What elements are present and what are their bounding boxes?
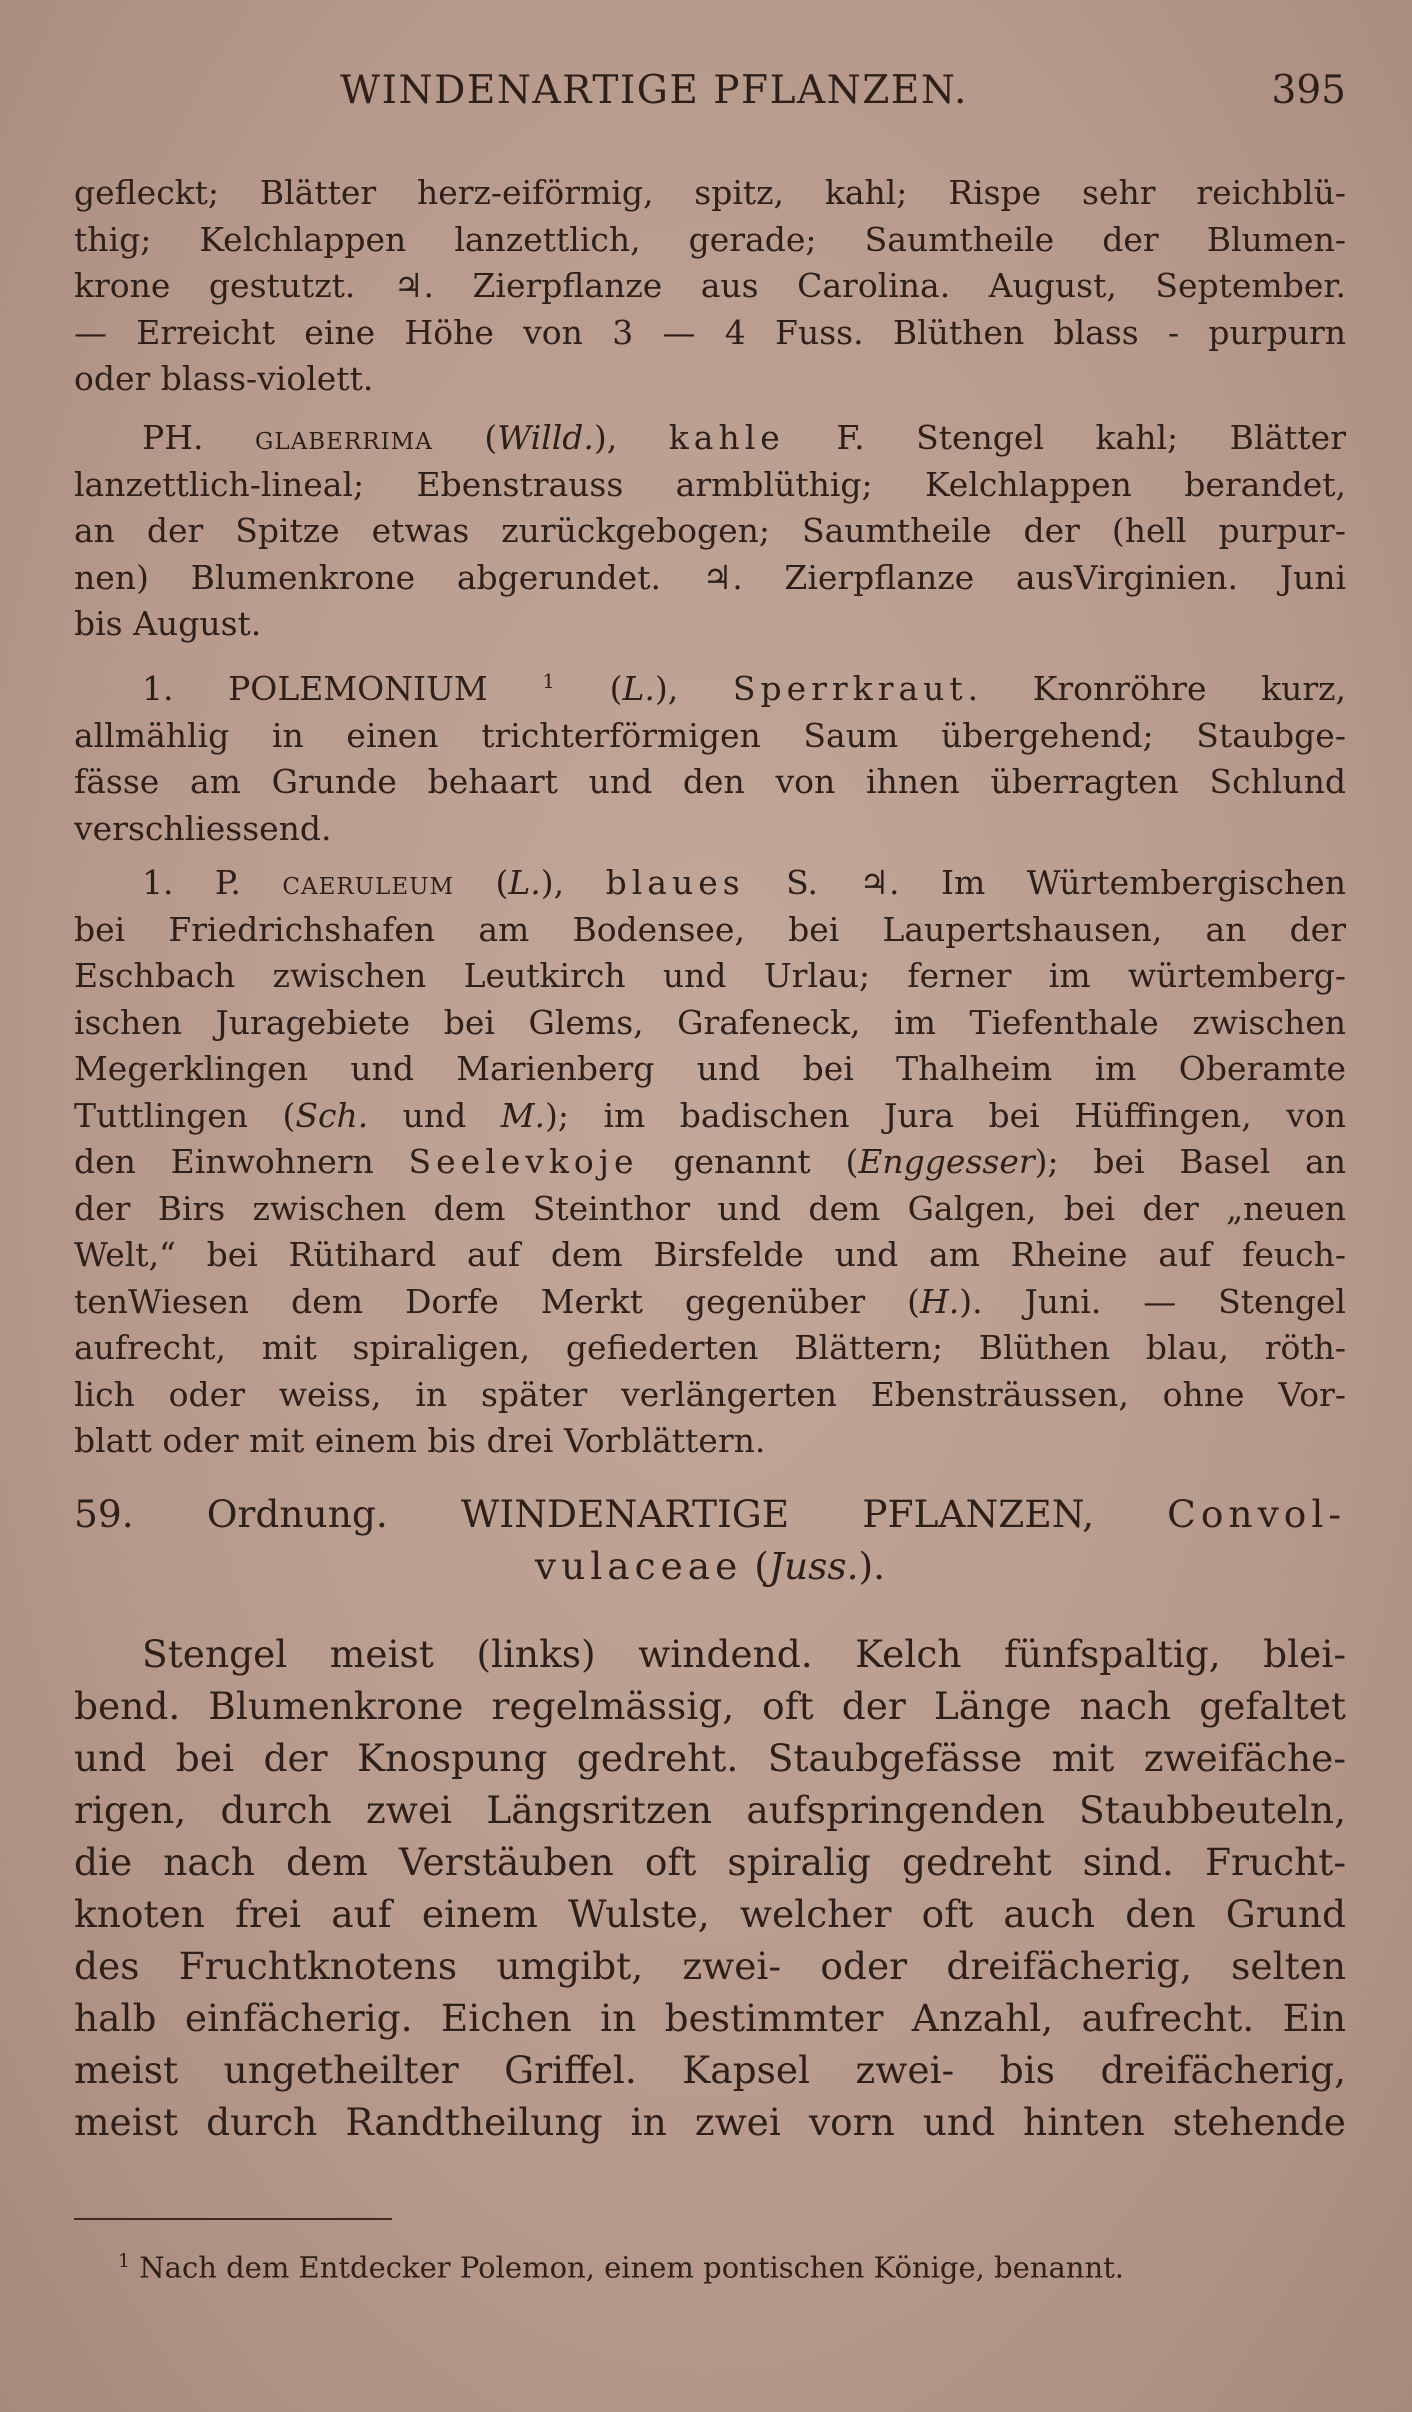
footnote-number: 1	[118, 2250, 131, 2272]
text-line: den Einwohnern Seelevkoje genannt (Enggesser); bei Basel an	[74, 1142, 1346, 1181]
text-line: verschliessend.	[74, 808, 332, 848]
author-citation: Willd.	[497, 418, 594, 457]
text-line: nen) Blumenkrone abgerundet. ♃. Zierpflanze ausVirginien. Juni	[74, 557, 1346, 597]
text-line: meist ungetheilter Griffel. Kapsel zwei- bis dreifächerig,	[74, 2048, 1346, 2092]
text-line: gefleckt; Blätter herz-eiförmig, spitz, kahl; Rispe sehr reichblü-	[74, 173, 1346, 212]
paragraph-polemonium-genus	[74, 658, 1346, 852]
footnote-marker: 1	[542, 669, 556, 693]
running-title: WINDENARTIGE PFLANZEN.	[340, 68, 968, 113]
author-citation: L.	[622, 669, 655, 708]
text-line: Eschbach zwischen Leutkirch und Urlau; ferner im würtemberg-	[74, 956, 1346, 995]
order-heading	[74, 1488, 1346, 1592]
page-number: 395	[1271, 68, 1346, 113]
text-line: bis August.	[74, 604, 262, 643]
genus-heading-line: 1. POLEMONIUM $^1$ (L.), Sperrkraut. Kronröhre kurz,	[142, 669, 1346, 708]
footnote	[118, 2250, 1124, 2285]
text-line: thig; Kelchlappen lanzettlich, gerade; Saumtheile der Blumen-	[74, 219, 1346, 259]
author-citation: Juss.	[768, 1544, 859, 1588]
author-citation: L.	[508, 863, 541, 902]
text-line: — Erreicht eine Höhe von 3 — 4 Fuss. Blüthen blass - purpurn	[74, 312, 1346, 352]
text-line: an der Spitze etwas zurückgebogen; Saumtheile der (hell purpur-	[74, 511, 1346, 550]
text-line: Tuttlingen (Sch. und M.); im badischen Jura bei Hüffingen, von	[74, 1095, 1346, 1135]
common-name: blaues	[605, 863, 745, 902]
text-line: meist durch Randtheilung in zwei vorn und hinten stehende	[74, 2100, 1346, 2144]
paragraph-phlox-description	[74, 170, 1346, 403]
footnote-divider	[74, 2218, 392, 2220]
text-line: bend. Blumenkrone regelmässig, oft der Länge nach gefaltet	[74, 1684, 1346, 1728]
text-line: und bei der Knospung gedreht. Staubgefässe mit zweifäche-	[74, 1736, 1346, 1780]
text-line: lich oder weiss, in später verlängerten Ebensträussen, ohne Vor-	[74, 1374, 1346, 1414]
order-heading-line: 59. Ordnung. WINDENARTIGE PFLANZEN, Convol-	[74, 1492, 1346, 1536]
species-heading-line: 1. P. caeruleum (L.), blaues S. ♃. Im Würtembergischen	[142, 863, 1346, 902]
text-line: allmählig in einen trichterförmigen Saum übergehend; Staubge-	[74, 715, 1346, 755]
text-line: Megerklingen und Marienberg und bei Thalheim im Oberamte	[74, 1049, 1346, 1088]
footnote-text: Nach dem Entdecker Polemon, einem pontischen Könige, benannt.	[130, 2250, 1125, 2285]
text-line: tenWiesen dem Dorfe Merkt gegenüber (H.). Juni. — Stengel	[74, 1281, 1346, 1321]
text-line: des Fruchtknotens umgibt, zwei- oder dreifächerig, selten	[74, 1944, 1346, 1988]
text-line: fässe am Grunde behaart und den von ihnen überragten Schlund	[74, 762, 1346, 801]
text-line: oder blass-violett.	[74, 359, 374, 398]
order-name: WINDENARTIGE PFLANZEN	[460, 1492, 1083, 1536]
text-line: der Birs zwischen dem Steinthor und dem Galgen, bei der „neuen	[74, 1188, 1346, 1228]
text-line: knoten frei auf einem Wulste, welcher oft auch den Grund	[74, 1892, 1346, 1936]
paragraph-order-description	[74, 1628, 1346, 2148]
text-line: aufrecht, mit spiraligen, gefiederten Blättern; Blüthen blau, röth-	[74, 1328, 1346, 1367]
species-heading-line: PH. glaberrima (Willd.), kahle F. Stengel kahl; Blätter	[142, 418, 1346, 457]
text-line: bei Friedrichshafen am Bodensee, bei Laupertshausen, an der	[74, 909, 1346, 949]
common-name: Sperrkraut	[732, 669, 968, 708]
text-line: blatt oder mit einem bis drei Vorblättern.	[74, 1421, 766, 1460]
text-line: Welt,“ bei Rütihard auf dem Birsfelde und am Rheine auf feuch-	[74, 1235, 1346, 1274]
text-line: Stengel meist (links) windend. Kelch fünfspaltig, blei-	[142, 1632, 1346, 1676]
text-line: krone gestutzt. ♃. Zierpflanze aus Carolina. August, September.	[74, 266, 1346, 305]
text-line: ischen Juragebiete bei Glems, Grafeneck, im Tiefenthale zwischen	[74, 1002, 1346, 1042]
species-name: glaberrima	[255, 418, 433, 457]
common-name: kahle	[668, 418, 785, 457]
text-line: lanzettlich-lineal; Ebenstrauss armblüthig; Kelchlappen berandet,	[74, 464, 1346, 504]
common-name: Seelevkoje	[408, 1142, 639, 1181]
page-header	[340, 68, 1346, 124]
paragraph-ph-glaberrima	[74, 415, 1346, 648]
paragraph-p-caeruleum	[74, 860, 1346, 1465]
species-name: caeruleum	[282, 863, 455, 902]
text-line: halb einfächerig. Eichen in bestimmter Anzahl, aufrecht. Ein	[74, 1996, 1346, 2040]
text-line: die nach dem Verstäuben oft spiralig gedreht sind. Frucht-	[74, 1840, 1346, 1884]
order-heading-line: vulaceae (Juss.).	[534, 1544, 886, 1588]
text-line: rigen, durch zwei Längsritzen aufspringenden Staubbeuteln,	[74, 1788, 1346, 1832]
